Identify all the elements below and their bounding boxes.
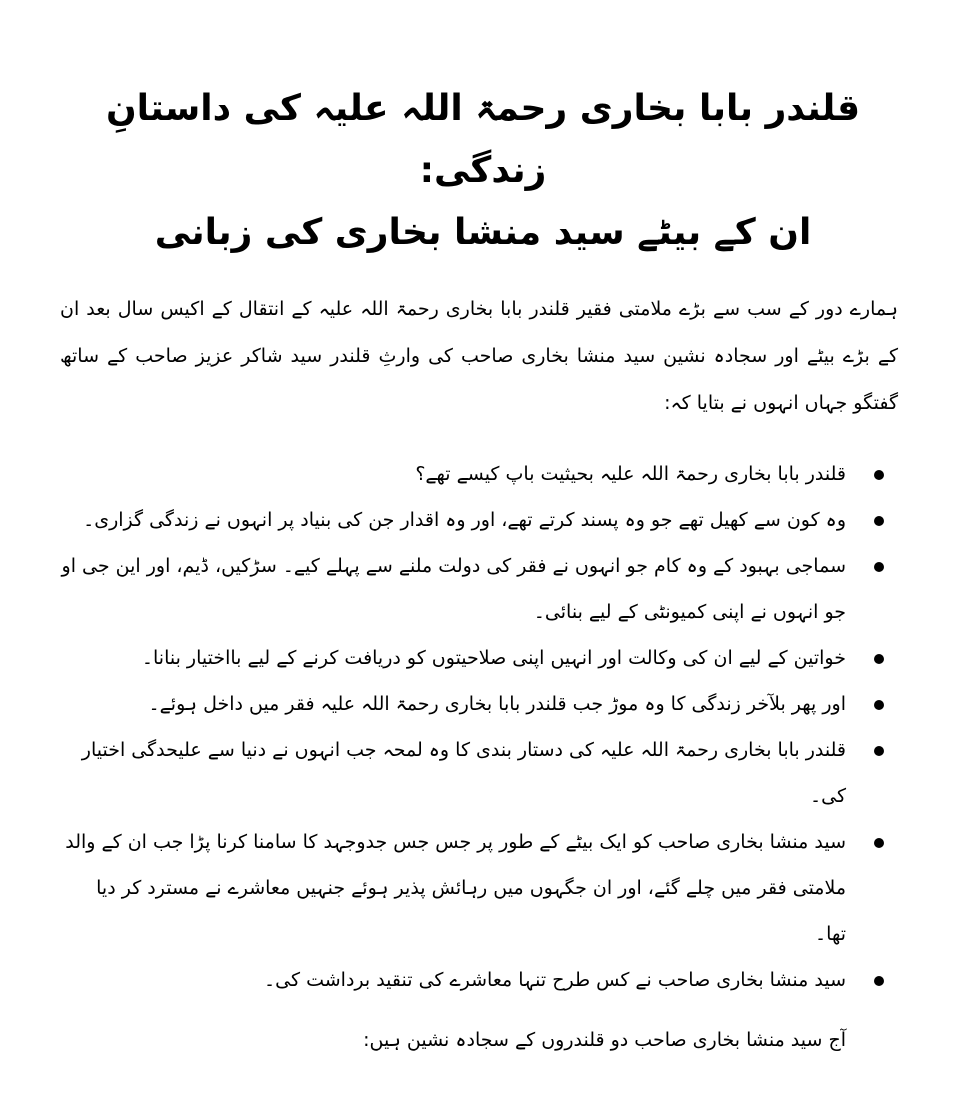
list-item xyxy=(60,681,906,727)
list-item-text: قلندر بابا بخاری رحمۃ اللہ علیہ کی دستار بندی کا وہ لمحہ جب انہوں نے دنیا سے علیحدگی اختیار کی۔ xyxy=(81,739,846,807)
bullet-icon xyxy=(874,746,884,756)
bullet-list xyxy=(60,451,906,1003)
list-item xyxy=(60,727,906,819)
bullet-icon xyxy=(874,516,884,526)
closing-paragraph: آج سید منشا بخاری صاحب دو قلندروں کے سجادہ نشین ہیں: xyxy=(363,1029,846,1051)
list-item xyxy=(60,957,906,1003)
list-item xyxy=(60,543,906,635)
list-item xyxy=(60,451,906,497)
title-line-2: ان کے بیٹے سید منشا بخاری کی زبانی xyxy=(154,212,812,253)
list-item-text: وہ کون سے کھیل تھے جو وہ پسند کرتے تھے، اور وہ اقدار جن کی بنیاد پر انہوں نے زندگی گزاری۔ xyxy=(83,509,846,531)
bullet-icon xyxy=(874,976,884,986)
title-line-1: قلندر بابا بخاری رحمۃ اللہ علیہ کی داستانِ زندگی: xyxy=(105,88,861,191)
list-item-text: اور پھر بلآخر زندگی کا وہ موڑ جب قلندر بابا بخاری رحمۃ اللہ علیہ فقر میں داخل ہوئے۔ xyxy=(148,693,846,715)
intro-paragraph: ہمارے دور کے سب سے بڑے ملامتی فقیر قلندر بابا بخاری رحمۃ اللہ علیہ کے انتقال کے اکیس سال بعد ان کے بڑے بیٹے اور سجادہ نشین سید منشا بخاری صاحب کی وارثِ قلندر سید شاکر عزیز صاحب کے ساتھ گفتگو جہاں انہوں نے بتایا کہ: xyxy=(60,298,898,414)
bullet-icon xyxy=(874,562,884,572)
bullet-icon xyxy=(874,470,884,480)
list-item xyxy=(60,635,906,681)
list-item xyxy=(60,819,906,957)
list-item-text: سماجی بہبود کے وہ کام جو انہوں نے فقر کی دولت ملنے سے پہلے کیے۔ سڑکیں، ڈیم، اور این جی او جو انہوں نے اپنی کمیونٹی کے لیے بنائی۔ xyxy=(61,555,846,623)
list-item-text: سید منشا بخاری صاحب کو ایک بیٹے کے طور پر جس جس جدوجہد کا سامنا کرنا پڑا جب ان کے والد ملامتی فقر میں چلے گئے، اور ان جگہوں میں رہائش پذیر ہوئے جنہیں معاشرے نے مسترد کر دیا تھا۔ xyxy=(65,831,846,945)
list-item-text: سید منشا بخاری صاحب نے کس طرح تنہا معاشرے کی تنقید برداشت کی۔ xyxy=(264,969,846,991)
bullet-icon xyxy=(874,838,884,848)
list-item-text: خواتین کے لیے ان کی وکالت اور انہیں اپنی صلاحیتوں کو دریافت کرنے کے لیے بااختیار بنانا۔ xyxy=(141,647,846,669)
list-item xyxy=(60,497,906,543)
list-item-text: قلندر بابا بخاری رحمۃ اللہ علیہ بحیثیت باپ کیسے تھے؟ xyxy=(415,463,846,485)
bullet-icon xyxy=(874,654,884,664)
bullet-icon xyxy=(874,700,884,710)
